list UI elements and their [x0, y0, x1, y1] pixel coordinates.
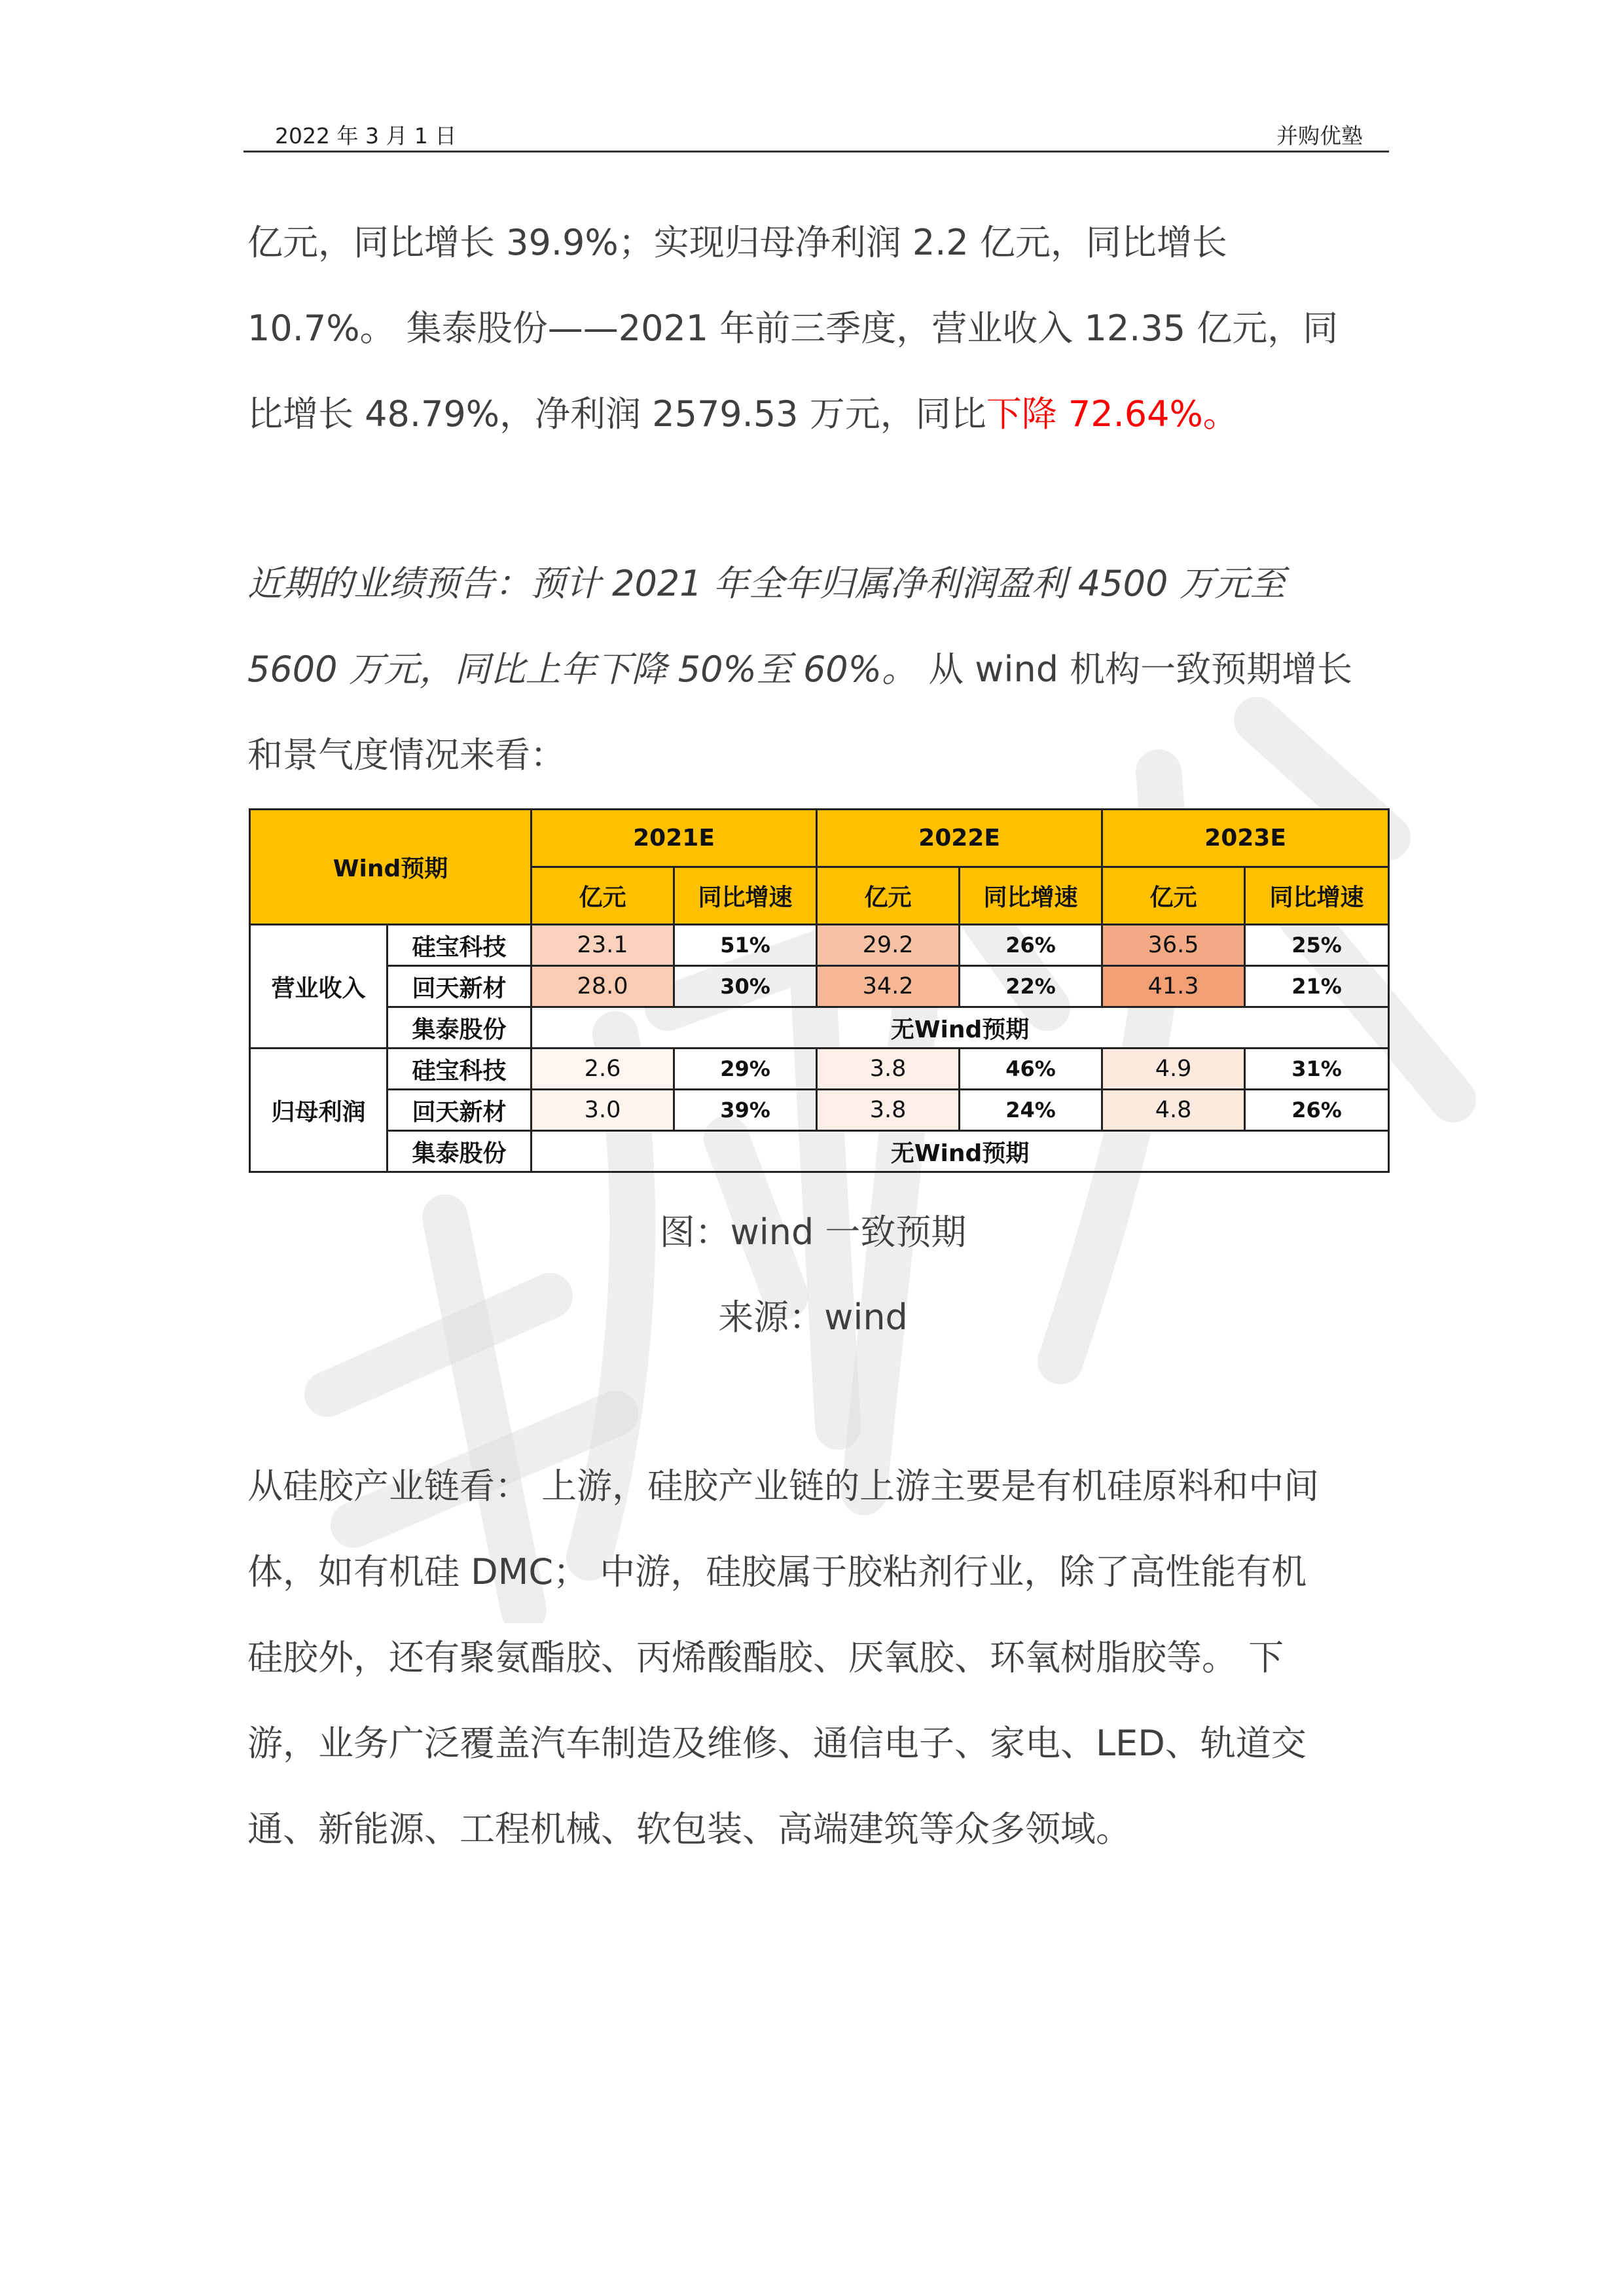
year-header: 2021E [532, 810, 817, 867]
group-label: 归母利润 [250, 1049, 388, 1172]
paragraph-line: 和景气度情况来看： [247, 734, 566, 776]
paragraph-line: 游，业务广泛覆盖汽车制造及维修、通信电子、家电、LED、轨道交 [247, 1723, 1307, 1764]
paragraph-forecast [247, 541, 1386, 798]
growth-cell: 25% [1245, 925, 1389, 966]
wind-forecast-table [249, 808, 1390, 1173]
growth-cell: 22% [960, 966, 1102, 1007]
company-name: 硅宝科技 [388, 1049, 532, 1090]
sub-header: 同比增速 [960, 867, 1102, 925]
paragraph-line: 10.7%。 集泰股份——2021 年前三季度，营业收入 12.35 亿元，同 [247, 308, 1339, 349]
header-brand: 并购优塾 [1276, 123, 1363, 149]
figure-caption: 图：wind 一致预期 [659, 1211, 967, 1253]
growth-cell: 51% [674, 925, 817, 966]
paragraph-line: 体，如有机硅 DMC； 中游，硅胶属于胶粘剂行业，除了高性能有机 [247, 1551, 1307, 1592]
no-forecast-cell: 无Wind预期 [532, 1131, 1389, 1172]
paragraph-line: 从硅胶产业链看： 上游，硅胶产业链的上游主要是有机硅原料和中间 [247, 1465, 1320, 1507]
paragraph-industry-chain [247, 1443, 1386, 1872]
group-label: 营业收入 [250, 925, 388, 1049]
no-forecast-cell: 无Wind预期 [532, 1007, 1389, 1049]
source-caption: 来源：wind [718, 1297, 908, 1338]
paragraph-line [247, 371, 1386, 457]
growth-cell: 46% [960, 1049, 1102, 1090]
value-cell: 3.0 [532, 1090, 674, 1131]
company-name: 集泰股份 [388, 1131, 532, 1172]
growth-cell: 39% [674, 1090, 817, 1131]
text-italic: 5600 万元，同比上年下降 50%至 60%。 [247, 649, 917, 690]
company-name: 回天新材 [388, 966, 532, 1007]
year-header: 2023E [1102, 810, 1389, 867]
growth-cell: 26% [1245, 1090, 1389, 1131]
company-name: 集泰股份 [388, 1007, 532, 1049]
sub-header: 亿元 [532, 867, 674, 925]
value-cell: 4.8 [1102, 1090, 1245, 1131]
text-normal: 比增长 48.79%，净利润 2579.53 万元，同比 [247, 393, 986, 435]
text-decline-highlight: 下降 72.64%。 [986, 393, 1238, 435]
value-cell: 4.9 [1102, 1049, 1245, 1090]
growth-cell: 29% [674, 1049, 817, 1090]
paragraph-line: 通、新能源、工程机械、软包装、高端建筑等众多领域。 [247, 1808, 1131, 1850]
page-header [244, 117, 1389, 152]
company-name: 回天新材 [388, 1090, 532, 1131]
value-cell: 3.8 [817, 1049, 960, 1090]
paragraph-line: 亿元，同比增长 39.9%；实现归母净利润 2.2 亿元，同比增长 [247, 222, 1227, 263]
paragraph-line: 硅胶外，还有聚氨酯胶、丙烯酸酯胶、厌氧胶、环氧树脂胶等。 下 [247, 1637, 1284, 1678]
sub-header: 亿元 [1102, 867, 1245, 925]
header-date: 2022 年 3 月 1 日 [275, 123, 457, 149]
sub-header: 同比增速 [674, 867, 817, 925]
value-cell: 28.0 [532, 966, 674, 1007]
value-cell: 29.2 [817, 925, 960, 966]
table-corner: Wind预期 [250, 810, 532, 925]
growth-cell: 31% [1245, 1049, 1389, 1090]
company-name: 硅宝科技 [388, 925, 532, 966]
value-cell: 36.5 [1102, 925, 1245, 966]
value-cell: 3.8 [817, 1090, 960, 1131]
value-cell: 23.1 [532, 925, 674, 966]
value-cell: 2.6 [532, 1049, 674, 1090]
growth-cell: 21% [1245, 966, 1389, 1007]
paragraph-performance [247, 200, 1386, 457]
paragraph-line [247, 626, 1386, 712]
value-cell: 34.2 [817, 966, 960, 1007]
growth-cell: 30% [674, 966, 817, 1007]
sub-header: 同比增速 [1245, 867, 1389, 925]
text-normal: 从 wind 机构一致预期增长 [916, 649, 1353, 690]
growth-cell: 24% [960, 1090, 1102, 1131]
year-header: 2022E [817, 810, 1102, 867]
growth-cell: 26% [960, 925, 1102, 966]
sub-header: 亿元 [817, 867, 960, 925]
paragraph-line: 近期的业绩预告：预计 2021 年全年归属净利润盈利 4500 万元至 [247, 563, 1286, 604]
value-cell: 41.3 [1102, 966, 1245, 1007]
